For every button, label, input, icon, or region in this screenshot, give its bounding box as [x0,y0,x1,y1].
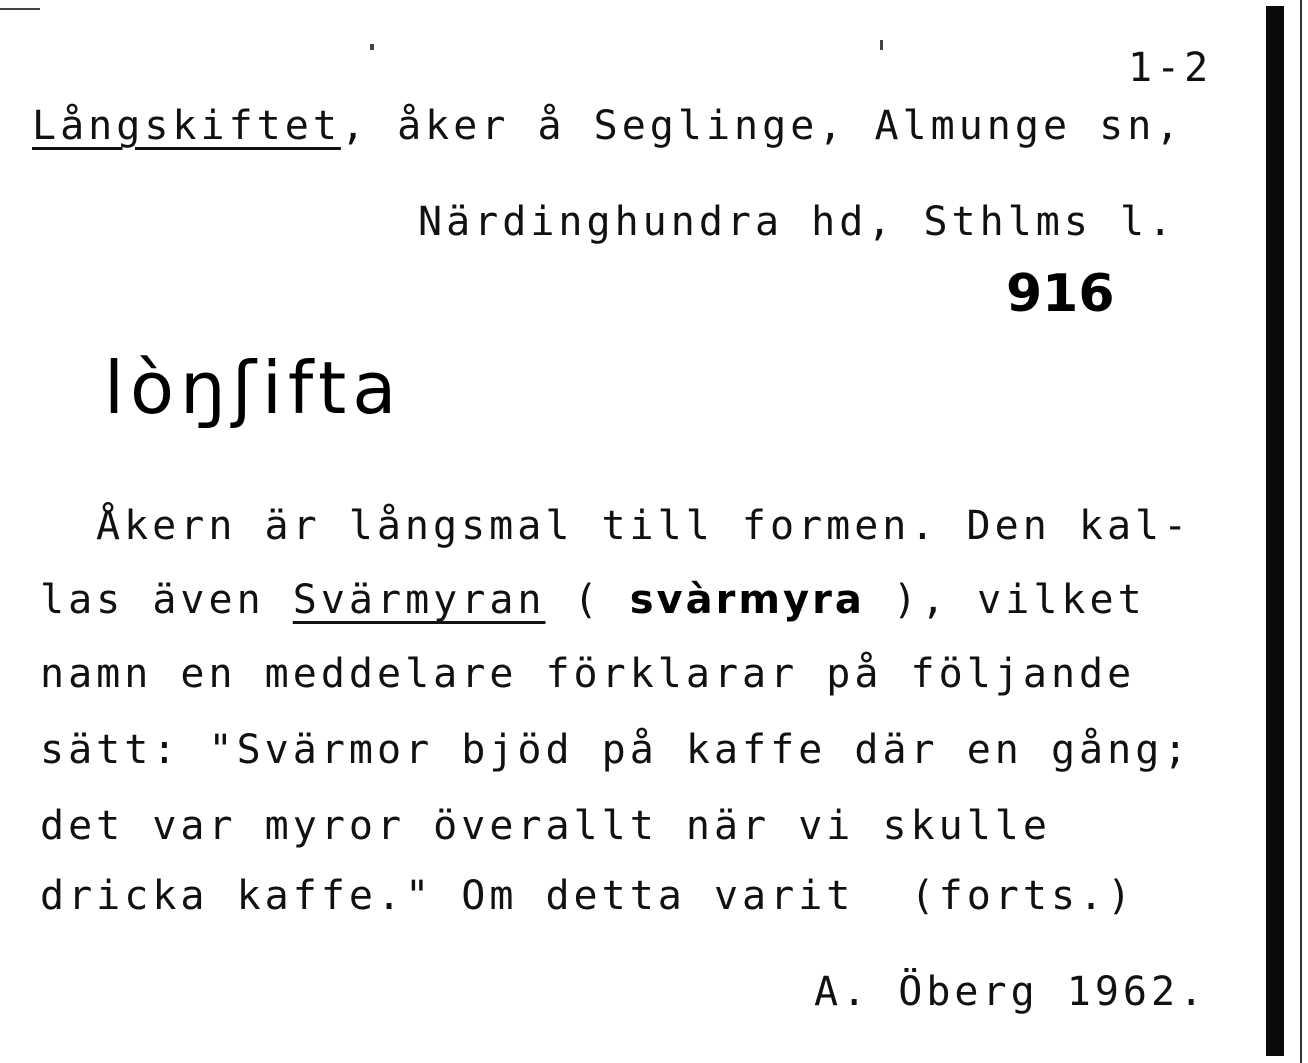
handwritten-alternate-pronunciation: svàrmyra [629,577,865,623]
body-line-2-prefix: las även [40,577,293,623]
handwritten-number: 916 [1006,264,1115,324]
signature: A. Öberg 1962. [814,969,1208,1015]
body-line-1: Åkern är långsmal till formen. Den kal- [96,503,1192,549]
scan-speck [370,44,374,50]
body-line-4: sätt: "Svärmor bjöd på kaffe där en gång; [40,727,1192,773]
district-line: Närdinghundra hd, Sthlms l. [418,199,1177,245]
place-description: , åker å Seglinge, Almunge sn, [340,103,1184,149]
heading-line [32,103,1184,149]
body-line-6: dricka kaffe." Om detta varit (forts.) [40,873,1136,919]
card-number: 1-2 [1128,45,1213,91]
body-line-2 [40,577,1146,623]
place-name: Långskiftet [32,103,341,149]
body-line-2-suffix: ), vilket [864,577,1146,623]
scan-speck [0,8,40,10]
body-line-3: namn en meddelare förklarar på följande [40,651,1136,697]
card-edge-shadow [1266,6,1284,1056]
scan-border [1300,0,1302,1063]
alternate-name: Svärmyran [292,577,546,623]
handwritten-pronunciation: lòŋʃifta [104,346,403,430]
scan-speck [880,40,883,50]
paren-open: ( [545,577,630,623]
body-line-5: det var myror överallt när vi skulle [40,803,1051,849]
